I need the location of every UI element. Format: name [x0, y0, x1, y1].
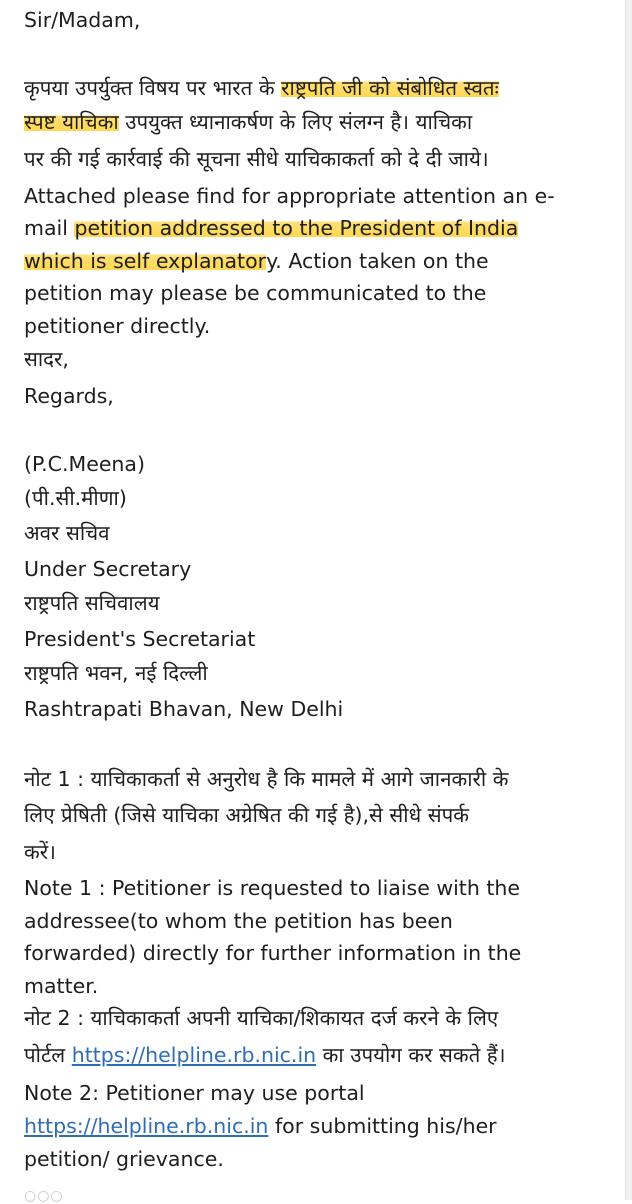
highlight-mark: राष्ट्रपति जी को संबोधित स्वतः — [281, 76, 499, 100]
note2-hindi-text: का उपयोग कर सकते हैं। — [316, 1043, 506, 1067]
helpline-link[interactable]: https://helpline.rb.nic.in — [24, 1114, 269, 1138]
english-para-line-3 — [24, 245, 489, 277]
note2-hindi-line-1: नोट 2 : याचिकाकर्ता अपनी याचिका/शिकायत दर्ज करने के लिए — [24, 1006, 499, 1030]
signature-office-en: President's Secretariat — [24, 627, 256, 651]
note2-english-line-3: petition/ grievance. — [24, 1147, 224, 1171]
signature-office-hi: राष्ट्रपति सचिवालय — [24, 591, 160, 615]
signature-name-hi: (पी.सी.मीणा) — [24, 486, 127, 510]
note1-english-line-4: matter. — [24, 974, 99, 998]
hindi-para-line-2 — [24, 106, 472, 138]
english-para-text: y. Action taken on the — [266, 249, 489, 273]
english-para-text: mail — [24, 216, 75, 240]
scroll-edge — [625, 0, 632, 1200]
note1-hindi-line-2: लिए प्रेषिती (जिसे याचिका अग्रेषित की गई है),से सीधे संपर्क — [24, 803, 469, 827]
signature-address-hi: राष्ट्रपति भवन, नई दिल्ली — [24, 661, 208, 685]
note1-english-line-1: Note 1 : Petitioner is requested to liaise with the — [24, 876, 520, 900]
signature-title-en: Under Secretary — [24, 557, 192, 581]
closing-hindi: सादर, — [24, 347, 69, 371]
english-para-line-5: petitioner directly. — [24, 314, 211, 338]
english-para-line-1: Attached please find for appropriate attention an e- — [24, 184, 555, 208]
english-para-line-2 — [24, 212, 518, 244]
helpline-link[interactable]: https://helpline.rb.nic.in — [71, 1043, 317, 1067]
note2-english-line-2 — [24, 1110, 497, 1142]
note1-english-line-2: addressee(to whom the petition has been — [24, 909, 453, 933]
more-content-indicator[interactable]: ○○○ — [24, 1188, 64, 1204]
hindi-para-line-1 — [24, 72, 499, 104]
hindi-para-line-3: पर की गई कार्रवाई की सूचना सीधे याचिकाकर्ता को दे दी जाये। — [24, 147, 489, 171]
signature-title-hi: अवर सचिव — [24, 521, 110, 545]
hindi-para-text: ा उपयुक्त ध्यानाकर्षण के लिए संलग्न है। याचिका — [118, 110, 473, 134]
highlight-mark: स्पष्ट याचिक — [24, 110, 119, 134]
note1-hindi-line-1: नोट 1 : याचिकाकर्ता से अनुरोध है कि मामले में आगे जानकारी के — [24, 767, 509, 791]
closing-english: Regards, — [24, 384, 114, 408]
signature-address-en: Rashtrapati Bhavan, New Delhi — [24, 697, 344, 721]
english-para-line-4: petition may please be communicated to the — [24, 281, 487, 305]
signature-name-en: (P.C.Meena) — [24, 452, 145, 476]
note2-english-line-1: Note 2: Petitioner may use portal — [24, 1081, 365, 1105]
note2-english-text: for submitting his/her — [268, 1114, 497, 1138]
hindi-para-text: कृपया उपर्युक्त विषय पर भारत के — [24, 76, 282, 100]
note1-english-line-3: forwarded) directly for further information in the — [24, 941, 522, 965]
highlight-mark: petition addressed to the President of India — [74, 216, 519, 240]
note1-hindi-line-3: करें। — [24, 840, 56, 864]
highlight-mark: which is self explanator — [24, 249, 267, 273]
note2-hindi-line-2 — [24, 1039, 505, 1071]
note2-hindi-text: पोर्टल — [24, 1043, 72, 1067]
salutation: Sir/Madam, — [24, 8, 141, 32]
